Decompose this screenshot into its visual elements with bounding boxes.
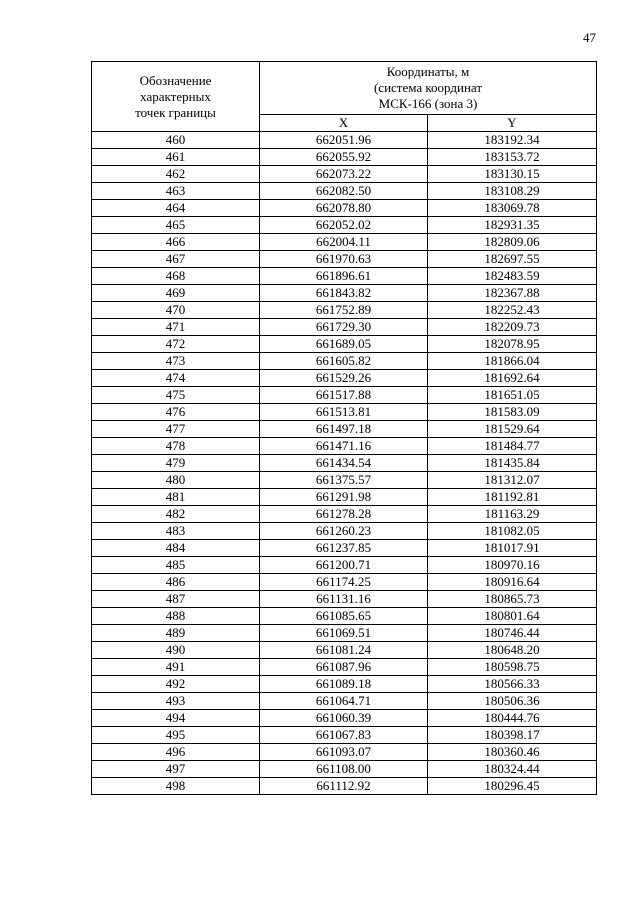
y-coordinate-cell: 181866.04 (428, 353, 597, 370)
y-coordinate-cell: 181082.05 (428, 523, 597, 540)
x-coordinate-cell: 661081.24 (260, 642, 428, 659)
point-cell: 487 (92, 591, 260, 608)
table-row (92, 472, 597, 489)
y-coordinate-cell: 182209.73 (428, 319, 597, 336)
y-coordinate-cell: 182697.55 (428, 251, 597, 268)
x-coordinate-cell: 661108.00 (260, 761, 428, 778)
x-coordinate-cell: 661174.25 (260, 574, 428, 591)
table-row (92, 642, 597, 659)
table-row (92, 183, 597, 200)
point-label-header-text: Обозначение характерных точек границы (135, 72, 216, 120)
point-cell: 496 (92, 744, 260, 761)
point-cell: 477 (92, 421, 260, 438)
x-coordinate-cell: 662073.22 (260, 166, 428, 183)
point-cell: 488 (92, 608, 260, 625)
y-coordinate-cell: 180648.20 (428, 642, 597, 659)
x-coordinate-cell: 662052.02 (260, 217, 428, 234)
x-coordinate-cell: 661497.18 (260, 421, 428, 438)
y-coordinate-cell: 181163.29 (428, 506, 597, 523)
table-row (92, 659, 597, 676)
table-body (92, 132, 597, 795)
y-coordinate-cell: 180444.76 (428, 710, 597, 727)
coordinates-header-text: Координаты, м (система координат МСК-166 (зона 3) (373, 64, 483, 111)
point-cell: 463 (92, 183, 260, 200)
point-cell: 469 (92, 285, 260, 302)
point-cell: 489 (92, 625, 260, 642)
y-coordinate-cell: 181484.77 (428, 438, 597, 455)
x-coordinate-cell: 661729.30 (260, 319, 428, 336)
table-row (92, 506, 597, 523)
table-row (92, 421, 597, 438)
point-cell: 485 (92, 557, 260, 574)
table-row (92, 744, 597, 761)
table-row (92, 438, 597, 455)
x-coordinate-cell: 661434.54 (260, 455, 428, 472)
point-cell: 481 (92, 489, 260, 506)
x-coordinate-cell: 661529.26 (260, 370, 428, 387)
x-coordinate-cell: 661896.61 (260, 268, 428, 285)
x-coordinate-cell: 661970.63 (260, 251, 428, 268)
x-coordinate-cell: 661513.81 (260, 404, 428, 421)
x-coordinate-cell: 662051.96 (260, 132, 428, 149)
x-coordinate-cell: 661843.82 (260, 285, 428, 302)
y-coordinate-cell: 181312.07 (428, 472, 597, 489)
x-coordinate-cell: 661291.98 (260, 489, 428, 506)
point-cell: 483 (92, 523, 260, 540)
x-coordinate-cell: 661064.71 (260, 693, 428, 710)
x-coordinate-cell: 661087.96 (260, 659, 428, 676)
point-cell: 467 (92, 251, 260, 268)
y-coordinate-cell: 180324.44 (428, 761, 597, 778)
table-row (92, 370, 597, 387)
table-row (92, 625, 597, 642)
y-coordinate-cell: 180566.33 (428, 676, 597, 693)
table-header (92, 62, 597, 132)
point-cell: 464 (92, 200, 260, 217)
y-coordinate-cell: 180598.75 (428, 659, 597, 676)
y-coordinate-cell: 180865.73 (428, 591, 597, 608)
y-coordinate-cell: 183130.15 (428, 166, 597, 183)
table-row (92, 778, 597, 795)
x-coordinate-cell: 661260.23 (260, 523, 428, 540)
x-coordinate-cell: 661112.92 (260, 778, 428, 795)
y-coordinate-cell: 181651.05 (428, 387, 597, 404)
table-row (92, 200, 597, 217)
page-number: 47 (583, 30, 596, 45)
point-cell: 476 (92, 404, 260, 421)
x-coordinate-cell: 661689.05 (260, 336, 428, 353)
coordinates-header (260, 62, 597, 115)
y-coordinate-cell: 181692.64 (428, 370, 597, 387)
table-row (92, 132, 597, 149)
point-cell: 468 (92, 268, 260, 285)
table-row (92, 285, 597, 302)
table-row (92, 608, 597, 625)
x-coordinate-cell: 661471.16 (260, 438, 428, 455)
point-cell: 484 (92, 540, 260, 557)
x-coordinate-cell: 662082.50 (260, 183, 428, 200)
point-cell: 478 (92, 438, 260, 455)
header-row-main (92, 62, 597, 115)
table-row (92, 149, 597, 166)
table-row (92, 540, 597, 557)
table-row (92, 166, 597, 183)
table-row (92, 336, 597, 353)
y-coordinate-cell: 181192.81 (428, 489, 597, 506)
y-coordinate-cell: 180296.45 (428, 778, 597, 795)
table-row (92, 523, 597, 540)
point-cell: 482 (92, 506, 260, 523)
x-coordinate-cell: 661093.07 (260, 744, 428, 761)
point-cell: 474 (92, 370, 260, 387)
x-coordinate-cell: 661517.88 (260, 387, 428, 404)
table-row (92, 591, 597, 608)
y-coordinate-cell: 182483.59 (428, 268, 597, 285)
x-coordinate-cell: 661085.65 (260, 608, 428, 625)
table-row (92, 404, 597, 421)
point-cell: 462 (92, 166, 260, 183)
point-cell: 480 (92, 472, 260, 489)
y-coordinate-cell: 180746.44 (428, 625, 597, 642)
y-coordinate-cell: 180506.36 (428, 693, 597, 710)
point-cell: 460 (92, 132, 260, 149)
point-cell: 492 (92, 676, 260, 693)
point-cell: 498 (92, 778, 260, 795)
x-axis-header: X (260, 115, 428, 132)
y-coordinate-cell: 181017.91 (428, 540, 597, 557)
y-coordinate-cell: 181435.84 (428, 455, 597, 472)
y-axis-header: Y (428, 115, 597, 132)
y-coordinate-cell: 182931.35 (428, 217, 597, 234)
point-cell: 494 (92, 710, 260, 727)
x-coordinate-cell: 662004.11 (260, 234, 428, 251)
y-coordinate-cell: 180970.16 (428, 557, 597, 574)
y-coordinate-cell: 182367.88 (428, 285, 597, 302)
coordinates-table (91, 61, 597, 795)
point-cell: 497 (92, 761, 260, 778)
y-coordinate-cell: 180801.64 (428, 608, 597, 625)
point-cell: 486 (92, 574, 260, 591)
table-row (92, 676, 597, 693)
x-coordinate-cell: 661375.57 (260, 472, 428, 489)
x-coordinate-cell: 662078.80 (260, 200, 428, 217)
x-coordinate-cell: 661200.71 (260, 557, 428, 574)
y-coordinate-cell: 182252.43 (428, 302, 597, 319)
table-row (92, 217, 597, 234)
point-cell: 461 (92, 149, 260, 166)
y-coordinate-cell: 181529.64 (428, 421, 597, 438)
table-row (92, 251, 597, 268)
x-coordinate-cell: 661752.89 (260, 302, 428, 319)
y-coordinate-cell: 180916.64 (428, 574, 597, 591)
table-row (92, 761, 597, 778)
y-coordinate-cell: 183069.78 (428, 200, 597, 217)
point-cell: 491 (92, 659, 260, 676)
x-coordinate-cell: 662055.92 (260, 149, 428, 166)
table-row (92, 302, 597, 319)
point-cell: 473 (92, 353, 260, 370)
table-row (92, 727, 597, 744)
y-coordinate-cell: 182078.95 (428, 336, 597, 353)
x-coordinate-cell: 661067.83 (260, 727, 428, 744)
point-cell: 495 (92, 727, 260, 744)
table-row (92, 557, 597, 574)
x-coordinate-cell: 661605.82 (260, 353, 428, 370)
point-cell: 472 (92, 336, 260, 353)
table-row (92, 387, 597, 404)
table-row (92, 268, 597, 285)
y-coordinate-cell: 180360.46 (428, 744, 597, 761)
point-cell: 465 (92, 217, 260, 234)
y-coordinate-cell: 181583.09 (428, 404, 597, 421)
point-cell: 490 (92, 642, 260, 659)
x-coordinate-cell: 661060.39 (260, 710, 428, 727)
point-cell: 470 (92, 302, 260, 319)
table-row (92, 319, 597, 336)
y-coordinate-cell: 183153.72 (428, 149, 597, 166)
point-cell: 493 (92, 693, 260, 710)
x-coordinate-cell: 661237.85 (260, 540, 428, 557)
point-cell: 466 (92, 234, 260, 251)
table-row (92, 234, 597, 251)
point-label-header (92, 62, 260, 132)
point-cell: 471 (92, 319, 260, 336)
table-row (92, 455, 597, 472)
y-coordinate-cell: 182809.06 (428, 234, 597, 251)
table-row (92, 489, 597, 506)
point-cell: 479 (92, 455, 260, 472)
table-row (92, 693, 597, 710)
table-row (92, 353, 597, 370)
x-coordinate-cell: 661069.51 (260, 625, 428, 642)
y-coordinate-cell: 183192.34 (428, 132, 597, 149)
table-row (92, 574, 597, 591)
x-coordinate-cell: 661089.18 (260, 676, 428, 693)
y-coordinate-cell: 180398.17 (428, 727, 597, 744)
y-coordinate-cell: 183108.29 (428, 183, 597, 200)
x-coordinate-cell: 661278.28 (260, 506, 428, 523)
x-coordinate-cell: 661131.16 (260, 591, 428, 608)
table-row (92, 710, 597, 727)
point-cell: 475 (92, 387, 260, 404)
